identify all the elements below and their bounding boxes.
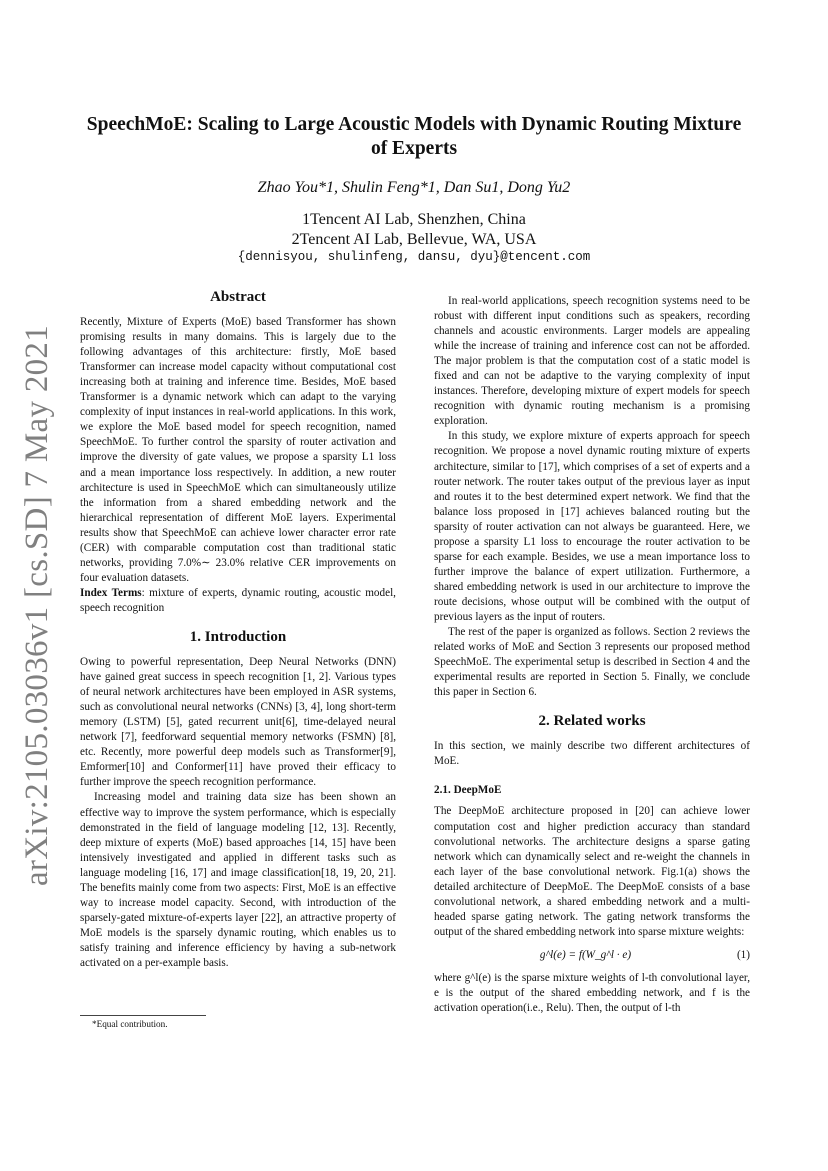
introduction-heading: 1. Introduction (189, 628, 287, 645)
affiliations (80, 210, 748, 250)
footnote-divider (80, 1015, 206, 1016)
intro-paragraph-1: Owing to powerful representation, Deep Neural Networks (DNN) have gained great success in speech recognition [1, 2]. Various types of neural network architectures have been employed in ASR systems, such as convolutional neural networks (CNNs) [3, 4], long short-term memory (LSTM) [5], gated recurrent unit[6], time-delayed neural network [7], feedforward sequential memory networks (FSMN) [8], etc. Recently, more powerful deep models such as Transformer[9], Emformer[10] and Conformer[11] have proved their efficacy to further improve the speech recognition performance. (80, 656, 396, 789)
equation-1-expression: g^l(e) = f(W_g^l · e) (539, 948, 632, 961)
index-terms-text: : mixture of experts, dynamic routing, acoustic model, speech recognition (80, 586, 396, 614)
related-paragraph-1: In this section, we mainly describe two different architectures of MoE. (434, 740, 750, 768)
equation-1 (434, 948, 750, 963)
arxiv-stamp (8, 324, 68, 886)
intro-paragraph-3: In real-world applications, speech recognition systems need to be robust with different input conditions such as speakers, recording channels and acoustic environments. Larger models are appealing while the increase of training and inference cost can not be afforded. The major problem is that the computation cost of a static model is fixed and can not be adaptive to the varying complexity of input instances. Therefore, developing mixture of expert models for speech recognition with dynamic routing mechanism is a promising exploration. (434, 295, 750, 428)
deepmoe-paragraph: The DeepMoE architecture proposed in [20] can achieve lower computation cost and higher prediction accuracy than standard convolutional networks. The architecture designs a sparse gating network which can dynamically select and re-weight the channels in each layer of the base convolutional network. Fig.1(a) shows the detailed architecture of DeepMoE. The DeepMoE consists of a base convolutional network, a shared embedding network and a multi-headed sparse gating network. The gating network transforms the output of the shared embedding network into sparse mixture weights: (434, 805, 750, 938)
deepmoe-subheading: 2.1. DeepMoE (434, 784, 502, 797)
intro-paragraph-5: The rest of the paper is organized as follows. Section 2 reviews the related works of MoE and Section 3 represents our proposed method SpeechMoE. The experimental setup is described in Section 4 and the experimental results are reported in Section 5. Finally, we conclude this paper in Section 6. (434, 626, 750, 699)
footnote: *Equal contribution. (92, 1019, 168, 1029)
abstract-text: Recently, Mixture of Experts (MoE) based Transformer has shown promising results in many domains. This is largely due to the following advantages of this architecture: firstly, MoE based Transformer can increase model capacity without computational cost increasing both at training and inference time. Besides, MoE based Transformer is a dynamic network which can adapt to the varying complexity of input instances in real-world applications. In this work, we explore the MoE based model for speech recognition, named SpeechMoE. To further control the sparsity of router activation and improve the diversity of gate values, we propose a sparsity L1 loss and a mean importance loss respectively. In addition, a new router architecture is used in SpeechMoE which can simultaneously utilize the information from a shared embedding network and the hierarchical representation of different MoE layers. Experimental results show that SpeechMoE can achieve lower character error rate (CER) with comparable computation cost than traditional static networks, providing 7.0%∼ 23.0% relative CER improvements on four evaluation datasets. (80, 316, 396, 584)
abstract-heading: Abstract (210, 289, 266, 305)
left-column (80, 290, 396, 971)
author-emails: {dennisyou, shulinfeng, dansu, dyu}@tencent.com (237, 250, 591, 264)
deepmoe-paragraph-2: where g^l(e) is the sparse mixture weights of l-th convolutional layer, e is the output of the shared embedding network, and f is the activation operation(i.e., Relu). Then, the output of l-th (434, 971, 750, 1015)
index-terms (80, 586, 396, 616)
related-works-heading: 2. Related works (538, 713, 646, 730)
arxiv-stamp-text: arXiv:2105.03036v1 [cs.SD] 7 May 2021 (19, 324, 56, 886)
intro-paragraph-4: In this study, we explore mixture of experts approach for speech recognition. We propose a novel dynamic routing mixture of experts architecture, similar to [17], which comprises of a set of experts and a router network. The router takes output of the previous layer as input and routes it to the best determined expert network. We find that the balance loss proposed in [17] achieves balanced routing but the sparsity of router activation can not always be guaranteed. Here, we propose a sparsity L1 loss to encourage the router activation to be sparse for each example. Besides, we use a mean importance loss to further improve the balance of expert utilization. Furthermore, a shared embedding network is used in our architecture to improve the route decisions, whose output will be combined with the output of previous layers as the input of routers. (434, 430, 750, 623)
intro-paragraph-2: Increasing model and training data size has been shown an effective way to improve the system performance, which is especially demonstrated in the field of language modeling [12, 13]. Recently, deep mixture of experts (MoE) based approaches [14, 15] have been intensively investigated and applied in different tasks such as language modeling [16, 17] and image classification[18, 19, 20, 21]. The benefits mainly come from two aspects: First, MoE is an effective way to increase model capacity. Second, with introduction of the sparsely-gated mixture-of-experts layer [22], an attractive property of MoE models is the sparsely dynamic routing, which enables us to satisfy training and inference efficiency by having a sub-network activated on a per-example basis. (80, 791, 396, 969)
right-column (434, 294, 750, 1016)
equation-1-number: (1) (736, 948, 750, 961)
paper-authors: Zhao You*1, Shulin Feng*1, Dan Su1, Dong Yu2 (257, 179, 571, 196)
affiliation-1: 1Tencent AI Lab, Shenzhen, China (302, 211, 526, 228)
affiliation-2: 2Tencent AI Lab, Bellevue, WA, USA (291, 231, 537, 248)
index-terms-label: Index Terms (80, 586, 142, 599)
paper-title: SpeechMoE: Scaling to Large Acoustic Models with Dynamic Routing Mixture of Experts (86, 114, 742, 159)
